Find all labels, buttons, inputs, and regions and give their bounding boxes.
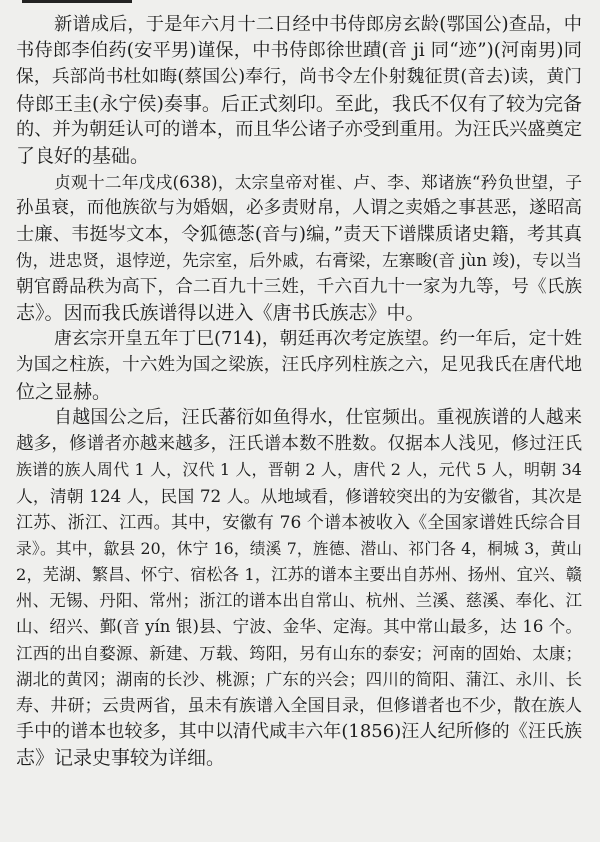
text-line: 湖北的黄冈；湖南的长沙、桃源；广东的兴会；四川的简阳、蒲江、永川、长 xyxy=(16,669,582,689)
text-line: 江西的出自婺源、新建、万载、筠阳，另有山东的泰安；河南的固始、太康； xyxy=(16,643,582,663)
text-line: 州、无锡、丹阳、常州；浙江的谱本出自常山、杭州、兰溪、慈溪、奉化、江 xyxy=(16,591,582,611)
text-line: 伪，进忠贤，退悖逆，先宗室，后外戚，右膏梁，左寨畯(音 jùn 竣)，专以当 xyxy=(16,250,582,270)
text-line: 为国之柱族，十六姓为国之梁族，汪氏序列柱族之六，足见我氏在唐代地 xyxy=(16,355,582,376)
text-line: 手中的谱本也较多，其中以清代咸丰六年(1856)汪人纪所修的《汪氏族 xyxy=(16,721,582,743)
text-line: 士廉、韦挺岑文本，令狐德菍(音与)编，”责天下谱牒质诸史籍，考其真 xyxy=(16,223,582,245)
text-line: 越多，修谱者亦越来越多，汪氏谱本数不胜数。仅据本人浅见，修过汪氏 xyxy=(16,434,582,454)
text-line: 自越国公之后，汪氏蕃衍如鱼得水，仕宦频出。重视族谱的人越来 xyxy=(54,406,582,428)
paragraph xyxy=(16,326,582,405)
text-line: 录》。其中，歙县 20，休宁 16，绩溪 7，旌德、潜山、祁门各 4，桐城 3，黄山 xyxy=(16,538,582,558)
text-line: 人，清朝 124 人，民国 72 人。从地域看，修谱较突出的为安徽省，其次是 xyxy=(16,486,582,507)
paragraph xyxy=(16,405,582,772)
paragraph xyxy=(16,12,582,169)
text-line: 侍郎王圭(永宁侯)奏事。后正式刻印。至此，我氏不仅有了较为完备 xyxy=(16,92,582,115)
text-line: 新谱成后，于是年六月十二日经中书侍郎房玄龄(鄂国公)查品，中 xyxy=(54,14,582,35)
text-line: 唐玄宗开皇五年丁巳(714)，朝廷再次考定族望。约一年后，定十姓 xyxy=(54,329,582,350)
text-line: 寿、井研；云贵两省，虽未有族谱入全国目录，但修谱者也不少，散在族人 xyxy=(16,695,582,716)
text-line: 孙虽衰，而他族欲与为婚姻，必多责财帛，人谓之卖婚之事甚恶，遂昭高 xyxy=(16,198,582,219)
top-rule xyxy=(22,0,132,3)
text-line: 了良好的基础。 xyxy=(16,144,150,167)
text-line: 志》。因而我氏族谱得以进入《唐书氏族志》中。 xyxy=(16,302,425,325)
paragraph xyxy=(16,169,582,326)
text-line: 志》记录史事较为详细。 xyxy=(16,747,226,770)
text-line: 贞观十二年戊戌(638)，太宗皇帝对崔、卢、李、郑诸族“矜负世望，子 xyxy=(54,172,582,193)
text-line: 书侍郎李伯药(安平男)谨保，中书侍郎徐世蹟(音 ji 同“迹”)(河南男)同 xyxy=(16,40,582,62)
text-line: 山、绍兴、鄞(音 yín 银)县、宁波、金华、定海。其中常山最多，达 16 个。 xyxy=(16,617,582,637)
text-line: 的、并为朝廷认可的谱本，而且华公诸子亦受到重用。为汪氏兴盛奠定 xyxy=(16,118,582,140)
book-page-text xyxy=(16,12,582,771)
text-line: 江苏、浙江、江西。其中，安徽有 76 个谱本被收入《全国家谱姓氏综合目 xyxy=(16,512,582,533)
text-line: 保，兵部尚书杜如晦(蔡国公)奉行，尚书令左仆射魏征贯(音去)读，黄门 xyxy=(16,67,582,88)
text-line: 位之显赫。 xyxy=(16,380,112,403)
text-line: 朝官爵品秩为高下，合二百九十三姓，千六百九十一家为九等，号《氏族 xyxy=(16,276,582,297)
text-line: 2，芜湖、繁昌、怀宁、宿松各 1，江苏的谱本主要出自苏州、扬州、宜兴、赣 xyxy=(16,564,582,584)
text-line: 族谱的族人周代 1 人，汉代 1 人，晋朝 2 人，唐代 2 人，元代 5 人，明朝 34 xyxy=(16,460,582,480)
